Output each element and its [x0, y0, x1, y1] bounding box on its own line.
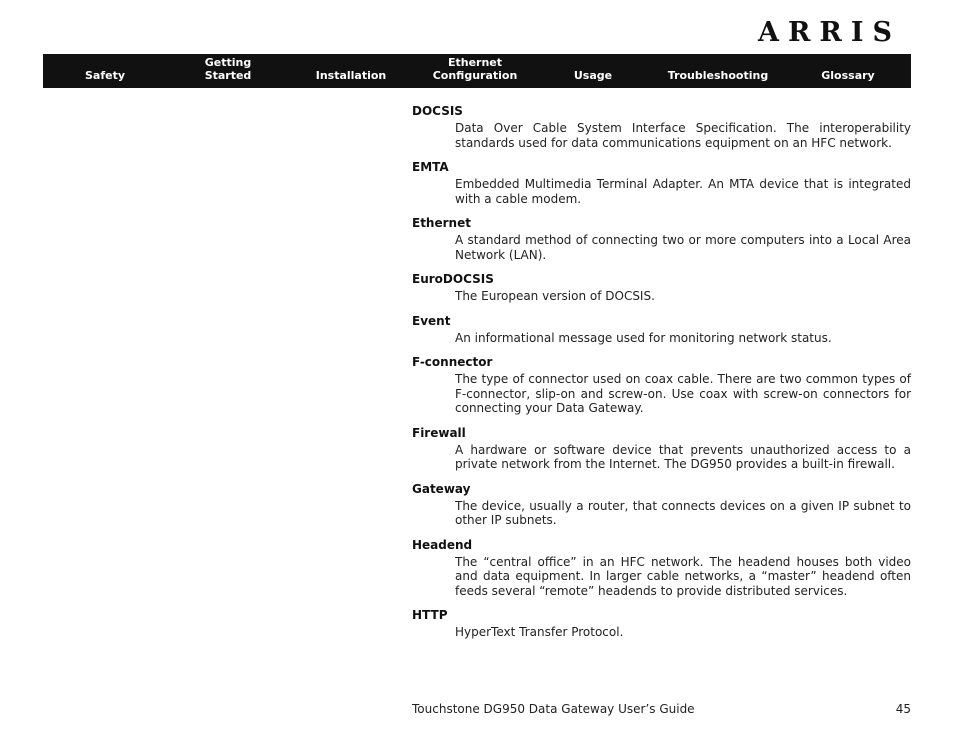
glossary-definition: A standard method of connecting two or more computers into a Local Area Network (LAN).	[455, 233, 911, 262]
nav-label: Configuration	[432, 69, 518, 82]
glossary-definition: The type of connector used on coax cable. There are two common types of F-connector, slip-on and screw-on. Use coax with screw-on connectors for connecting your Data Gateway.	[455, 372, 911, 415]
glossary-definition: An informational message used for monitoring network status.	[455, 330, 832, 345]
glossary-term: Headend	[412, 537, 473, 552]
footer-guide-title: Touchstone DG950 Data Gateway User’s Guide	[412, 702, 695, 716]
nav-item-ethernet-configuration[interactable]	[433, 56, 518, 82]
footer-page-number: 45	[895, 702, 911, 716]
nav-label: Usage	[573, 69, 613, 82]
glossary-term: Firewall	[412, 425, 466, 440]
glossary-definition: A hardware or software device that prevents unauthorized access to a private network from the Internet. The DG950 provides a built-in firewall.	[455, 442, 911, 471]
glossary-term: EuroDOCSIS	[412, 272, 494, 286]
nav-item-usage[interactable]	[574, 69, 612, 82]
glossary-term: DOCSIS	[412, 104, 463, 118]
nav-bar	[43, 54, 911, 88]
glossary-term: Gateway	[412, 481, 471, 496]
nav-label: Glossary	[821, 69, 875, 82]
nav-label: Getting	[204, 56, 252, 69]
nav-item-installation[interactable]	[316, 69, 387, 82]
glossary-term: HTTP	[412, 608, 448, 622]
glossary-definition: HyperText Transfer Protocol.	[455, 625, 624, 639]
nav-label: Ethernet	[447, 56, 503, 69]
nav-label: Safety	[84, 69, 126, 82]
nav-label: Installation	[315, 69, 387, 82]
glossary-definition: Data Over Cable System Interface Specification. The interoperability standards used for data communications equipment on an HFC network.	[455, 121, 911, 150]
glossary-definition: The European version of DOCSIS.	[455, 289, 655, 303]
glossary-list	[412, 104, 911, 640]
glossary-definition: The “central office” in an HFC network. The headend houses both video and data equipment. In larger cable networks, a “master” headend often feeds several “remote” headends to provide distributed services.	[455, 554, 911, 598]
glossary-definition: Embedded Multimedia Terminal Adapter. An MTA device that is integrated with a cable modem.	[455, 177, 911, 206]
nav-item-glossary[interactable]	[821, 69, 874, 82]
glossary-term: EMTA	[412, 160, 449, 174]
glossary-term: Ethernet	[412, 216, 471, 230]
glossary-definition: The device, usually a router, that connects devices on a given IP subnet to other IP subnets.	[455, 498, 911, 527]
nav-label: Troubleshooting	[667, 69, 769, 82]
nav-item-getting-started[interactable]	[205, 56, 252, 82]
nav-item-troubleshooting[interactable]	[668, 69, 768, 82]
glossary-term: Event	[412, 313, 451, 328]
glossary-term: F-connector	[412, 355, 493, 369]
brand-logo: ARRIS	[758, 17, 901, 48]
nav-label: Started	[204, 69, 252, 82]
nav-item-safety[interactable]	[85, 69, 125, 82]
